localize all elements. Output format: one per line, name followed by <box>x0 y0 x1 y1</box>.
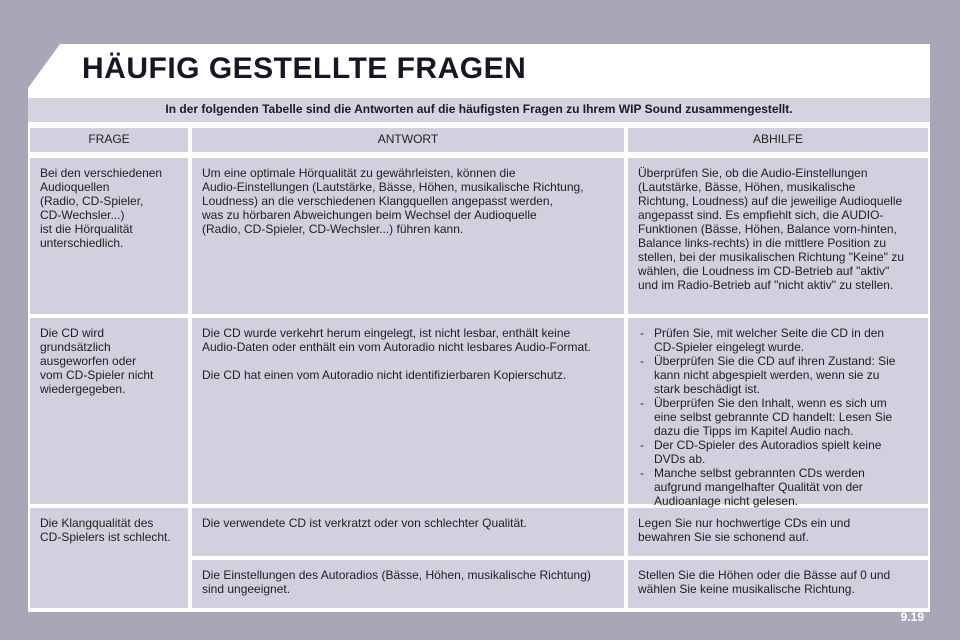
row2-frage <box>30 318 188 504</box>
page-title: HÄUFIG GESTELLTE FRAGEN <box>82 52 527 85</box>
row2-abhilfe <box>628 318 928 508</box>
header-abhilfe: ABHILFE <box>628 128 928 152</box>
row2-frage-text: Die CD wird grundsätzlich ausgeworfen oder vom CD-Spieler nicht wiedergegeben. <box>40 326 154 396</box>
row2-antwort <box>192 318 624 504</box>
row1-abhilfe <box>628 158 928 314</box>
row3-frage <box>30 508 188 608</box>
list-item: - Manche selbst gebrannten CDs werden aufgrund mangelhafter Qualität von der Audioanlage nicht gelesen. <box>638 466 918 508</box>
row1-antwort <box>192 158 624 314</box>
row3b-abhilfe <box>628 560 928 608</box>
row3b-antwort-text: Die Einstellungen des Autoradios (Bässe, Höhen, musikalische Richtung) sind ungeeignet. <box>202 568 591 596</box>
row3b-abhilfe-text: Stellen Sie die Höhen oder die Bässe auf 0 und wählen Sie keine musikalische Richtung. <box>638 568 891 596</box>
row3a-antwort-text: Die verwendete CD ist verkratzt oder von schlechter Qualität. <box>202 516 527 530</box>
header-frage: FRAGE <box>30 128 188 152</box>
list-item: - Prüfen Sie, mit welcher Seite die CD in den CD-Spieler eingelegt wurde. <box>638 326 918 354</box>
list-item: - Überprüfen Sie den Inhalt, wenn es sich um eine selbst gebrannte CD handelt: Lesen Sie dazu die Tipps im Kapitel Audio nach. <box>638 396 918 438</box>
page-subtitle: In der folgenden Tabelle sind die Antworten auf die häufigsten Fragen zu Ihrem WIP Sound zusammengestellt. <box>165 102 793 116</box>
row3a-abhilfe-text: Legen Sie nur hochwertige CDs ein und bewahren Sie sie schonend auf. <box>638 516 851 544</box>
row3-frage-text: Die Klangqualität des CD-Spielers ist schlecht. <box>40 516 171 544</box>
row1-antwort-text: Um eine optimale Hörqualität zu gewährleisten, können die Audio-Einstellungen (Lautstärke, Bässe, Höhen, musikalische Richtung, Loudness) an die verschiedenen Klangquellen angepasst werden, was zu hörbaren Abweichungen beim Wechsel der Audioquelle (Radio, CD-Spieler, CD-Wechsler...) führen kann. <box>202 166 584 236</box>
row2-antwort-text-1: Die CD wurde verkehrt herum eingelegt, ist nicht lesbar, enthält keine Audio-Daten oder enthält ein vom Autoradio nicht lesbares Audio-Format. <box>202 326 591 354</box>
header-antwort: ANTWORT <box>192 128 624 152</box>
row2-abhilfe-list <box>638 326 918 508</box>
list-item: - Überprüfen Sie die CD auf ihren Zustand: Sie kann nicht abgespielt werden, wenn sie zu stark beschädigt ist. <box>638 354 918 396</box>
row3b-antwort <box>192 560 624 608</box>
row3a-abhilfe <box>628 508 928 556</box>
list-item: - Der CD-Spieler des Autoradios spielt keine DVDs ab. <box>638 438 918 466</box>
row1-abhilfe-text: Überprüfen Sie, ob die Audio-Einstellungen (Lautstärke, Bässe, Höhen, musikalische Richtung, Loudness) auf die jeweilige Audioquelle angepasst sind. Es empfiehlt sich, die AUDIO- Funktionen (Bässe, Höhen, Balance vorn-hinten, Balance links-rechts) in die mittlere Position zu stellen, bei der musikalischen Richtung "Keine" zu wählen, die Loudness im CD-Betrieb auf "aktiv" und im Radio-Betrieb auf "nicht aktiv" zu stellen. <box>638 166 904 292</box>
row3a-antwort <box>192 508 624 556</box>
row1-frage-text: Bei den verschiedenen Audioquellen (Radio, CD-Spieler, CD-Wechsler...) ist die Hörqualität unterschiedlich. <box>40 166 163 250</box>
page-number: 9.19 <box>900 610 924 624</box>
row2-antwort-text-2: Die CD hat einen vom Autoradio nicht identifizierbaren Kopierschutz. <box>202 368 567 382</box>
row1-frage <box>30 158 188 314</box>
